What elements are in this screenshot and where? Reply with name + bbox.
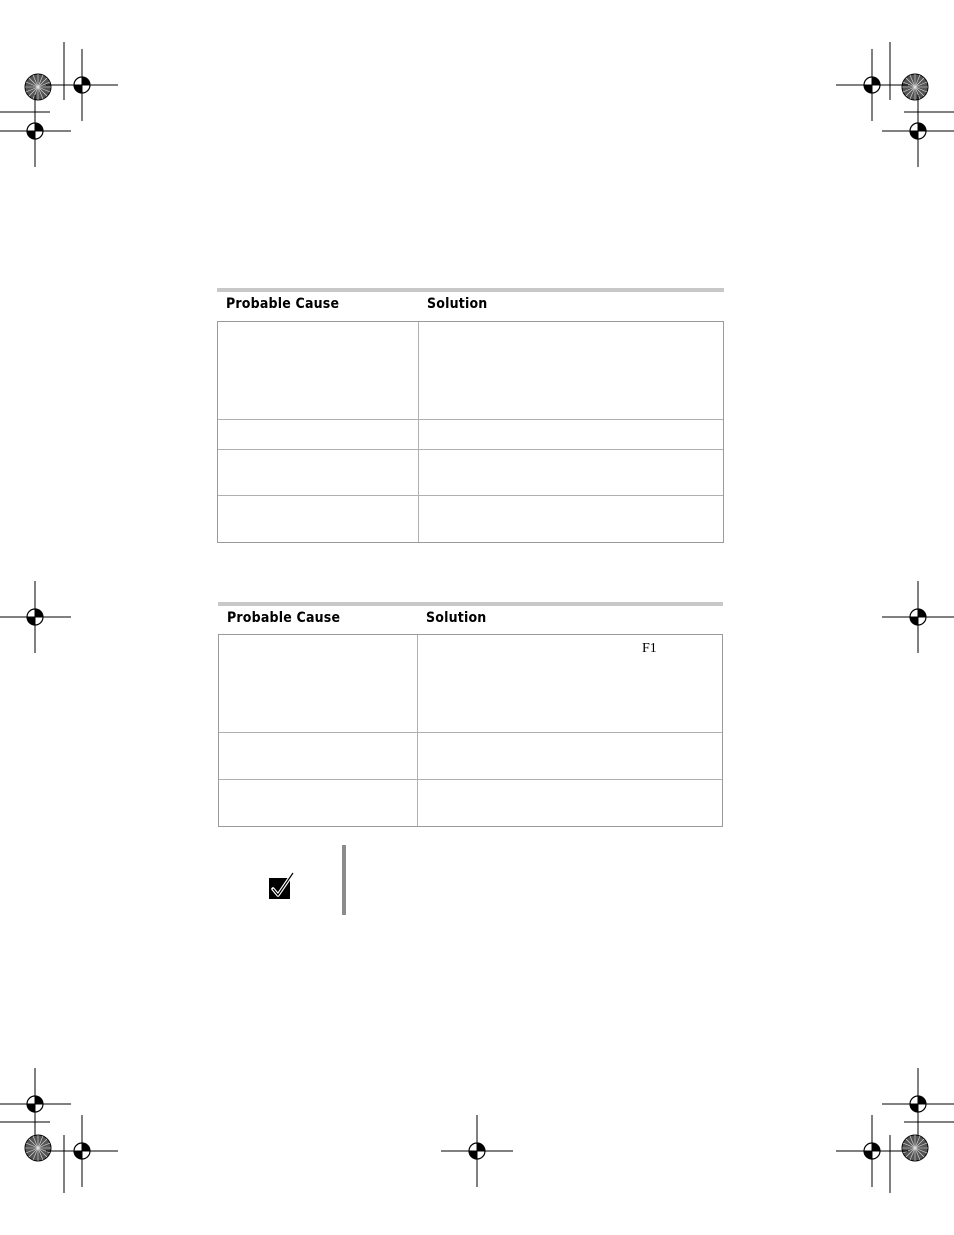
crosshair-mark-bottom-left-b [46, 1115, 118, 1187]
crosshair-mark-top-left-b [0, 95, 71, 167]
table-row [218, 419, 723, 420]
column-divider [417, 635, 418, 826]
key-label-f1: F1 [642, 641, 657, 656]
crosshair-mark-bottom-right-b [836, 1115, 908, 1187]
table-row [219, 732, 722, 733]
crosshair-mark-middle-right [882, 581, 954, 653]
column-divider [418, 322, 419, 542]
starburst-mark-top-left [25, 74, 51, 100]
crosshair-mark-middle-left [0, 581, 71, 653]
checkmark-icon [268, 872, 296, 902]
table-header-rule [217, 288, 724, 292]
table-body [218, 634, 723, 827]
table-body [217, 321, 724, 543]
note-block [260, 845, 350, 915]
crosshair-mark-top-right-b [882, 95, 954, 167]
note-bar [342, 845, 346, 915]
troubleshooting-table-1 [217, 288, 724, 543]
column-header-probable-cause: Probable Cause [227, 610, 341, 626]
column-header-solution: Solution [426, 610, 487, 626]
table-header-rule [218, 602, 723, 606]
troubleshooting-table-2 [218, 602, 723, 827]
crosshair-mark-bottom-left-a [0, 1068, 71, 1140]
starburst-mark-top-right [902, 74, 928, 100]
starburst-mark-bottom-left [25, 1135, 51, 1161]
crosshair-mark-top-left-a [46, 49, 118, 121]
crosshair-mark-top-right-a [836, 49, 908, 121]
column-header-solution: Solution [427, 296, 488, 312]
starburst-mark-bottom-right [902, 1135, 928, 1161]
table-row [218, 495, 723, 496]
crosshair-mark-bottom-right-a [882, 1068, 954, 1140]
crosshair-mark-bottom-center [441, 1115, 513, 1187]
column-header-probable-cause: Probable Cause [226, 296, 340, 312]
table-row [219, 779, 722, 780]
table-row [218, 449, 723, 450]
